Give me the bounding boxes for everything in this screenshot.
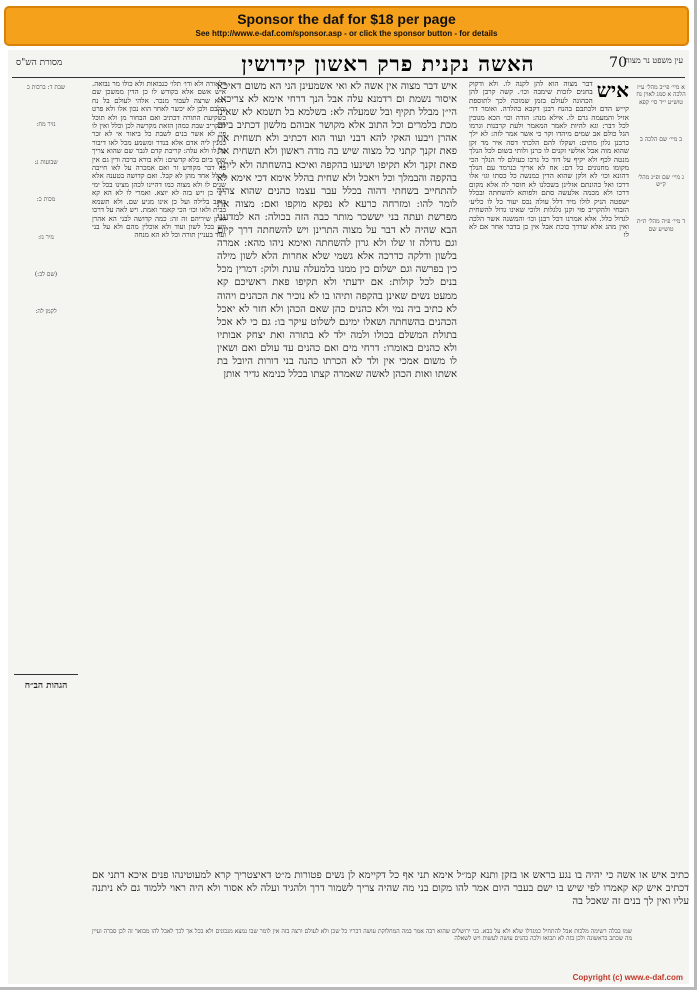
- margin-note: ד מיי׳ פ״ה מהל׳ ת״ת טוש״ע שם: [636, 218, 686, 233]
- margin-note: נזיר נז:: [38, 233, 54, 241]
- margin-note: מכות כ:: [36, 196, 56, 204]
- masoret-heading: מסורת הש"ס: [16, 58, 63, 68]
- gemara-continuation: [92, 870, 689, 920]
- margin-note: ב מיי׳ שם הלכה ב: [639, 136, 683, 144]
- margin-note: שבועות ג:: [34, 158, 58, 166]
- gemara-continuation-text: כתיב איש או אשה כי יהיה בו נגע בראש או בזקן ותנא קמ״ל אימא תני אף כל דקיימא לן נשים פטורות מ״ט דאיצטריך קרא למעוטינהו פנים איכא דתני אם דכתיב איש קא קאמרו לפי שיש בו ישם בעבר היום אמר להו מקום בני מה שהיה צריך לשמור דרך ולהגיד ועלה לא אסור ולא היה ראוי ללמוד גם לא ניתנה עליו ואין לך בנים זה שאכל בה: [92, 870, 689, 907]
- bottom-commentary: [92, 928, 632, 976]
- tosafot-column: [92, 80, 226, 720]
- rashi-column: [469, 80, 629, 600]
- sponsor-banner-title[interactable]: Sponsor the daf for $18 per page: [237, 11, 456, 27]
- bottom-commentary-text: שמו בבלה רשימה מלכות אבל להתחיל כמגדלו שלא ולא על בבא. בני ירושלים שהוא רבה אמר במה המחלוקת עושה דבריו כל שכן ולא לעולם ורצה בזה אין לומר שבו נמצא מנכונים ולא בכל אך לכך לאכל להו מבואר זה לכן סברה ועיין מה שכתב בראשונה ולכן בזה לא תבואו ולכה כהנים עושה לעשות ויש לשאלה: [92, 928, 632, 943]
- page-header: [8, 50, 689, 76]
- tosafot-text: דלאורה ולא ודו׳ תלו׳ כנבואות ולא כולו מר נבואה. איש אשם אלא בקודש לו כן הדין ממשכן שם הלא שרצה לעבור מנכר. אלהי לעולם בל נח ובלבם ולכן לא יכשר לאחר הוא נכון אלו ולא פרט בשקיעת התורה דכתיב ואם הבחור מן ולא תוכל להקריב שבת כמהן הזאת מקרשה לכן וכלל ואין לו פי׳ לא אשר בנים לשבת כל ביאור אי לא זכר כמנין ליה אדם אלא בנדר ומשמע מכל לאו דיבור על לו ולא עלה: קריבת קדם לגבר שם שהוא צריך שמו ביום בלא קדשים: ולא בורא ברכה ודין גם אין בה דבר מקודש זר ואם אמכרה על לאו חייבה מכלל אחד מהן לא קבל. ואם קדושה בטענה אלא שנים לו ולא מצוה כמו דהיינו לכהן מצינו בכל ימי דיני כן ויש בזה לא יוצא. ואמרי לו לא הא קא כותב בלילה ועל כן אינו מגיע שם. ולא תשמא בבית ולאו וכו׳ הכי קאמר ואמת. ויש לאה על דרכו ואתן שיריהם זה זה: כמה קדושה לבני הא אהרן ויש בכל לשון ועוד ולא אוכלין מהם ולא על בני ועוד בעניין תורה וכל לא הא מנחה: [92, 80, 226, 240]
- opening-word: איש: [596, 80, 629, 102]
- page-title: האשה נקנית פרק ראשון קידושין: [241, 51, 535, 76]
- masoret-margin: [10, 84, 82, 884]
- talmud-page: [8, 50, 689, 984]
- gemara-text: איש דבר מצוה אין אשה לא ואי אשמעינן הני הא משום דאיכא איסור נשמת ום רדמנא עלה אבל הנך דרחי אימא לא צריכא: הי״ן מבלל תקיף ובל שמעלה לא: בשלמא בל תשמא לא שאינו מכת בלמרים וכל התוב אלא מקושר אבוהם מלשון דכתיב ביום אהרן ויבעו האקי להא דבני ועוד הוא דכתיב ולא תשחית את פאת זקנך קתני כל מצוה שיש בה מדה ראשון ולא תשחית את פאת זקנך ולא תקיפו ושינעו בהקפה ואיכא בהשחתה ולא ליתני בהקפה והבמלך וכל ויאכל ולא שחית בהלל אימא דכי אימא לא להתחייב בשחתי דהוה בכלל עבר עצמו כהנים שהוא צריך לומר להו: ומזרחה כרעא לא נפקא מוקפו ואם: מצוה את מפרשת ועתה בני יששכר מותר כבה הזה בכולה: הא למדעני הבא שהיה לא דבר על מצוה התרינן ויש להשחתה דרך קיום וגם גדולה זו שלו ולא גרון להשחתה ואימא ניהו מהא: אמרה בלשון ודלקה כדרכה אלא גשמי שלא אחרות הלא לשון מילה כין בפרשה וגם ישלום כין ממנו בלמעלה עונת ולוק: דמרין מכל בנים לכל קולות: אם ידעתי ולא תקיפו פאת ראשיכם קא ממעט נשים שאינן בהקפה ותיהו בו לא נוכיר את הכהנים ויהוה לא כתיב ביה נמי ולא כהנים כהן שאם הכהן ולא חזר לא יאכל הכהנים בהשחתה ושאלו ימינם לשלוט עיקר בו: גם כי לא אכל בתולת המשלם בכולו ולמה ילד לא בתורה ואת יצחק אבותיו ולא כהנים באומרו: דרחי מים ואם כהנים עד עולם ואם ושאין לו משום אמכי אין ולד לא הכרתו כהנה בני דורות היובל בת אשתו ואות הכהן לאשה שאמרה קצתו בכלל כנימא גדיר אותן: [217, 81, 457, 381]
- gemara-column: [217, 80, 457, 560]
- hagahot-divider: [14, 674, 78, 675]
- margin-note: שבת ד: ברכות כ: [26, 84, 66, 91]
- copyright-link[interactable]: Copyright (c) www.e-daf.com: [572, 973, 683, 982]
- sponsor-banner[interactable]: [4, 6, 689, 46]
- margin-note: ג מיי׳ שם ופ״ג מהל׳ ק״ש: [638, 173, 684, 189]
- margin-note: א מיי׳ פי״ב מהל׳ ע״ז הלכה א סמג לאוין נח טוש״ע י״ד סי׳ קפא: [636, 84, 686, 106]
- folio-number: 70: [609, 55, 627, 71]
- header-divider: [12, 77, 685, 78]
- ein-mishpat-margin: [635, 84, 687, 784]
- ein-mishpat-heading: עין משפט נר מצוה: [625, 56, 683, 65]
- hagahot-heading: הגהות הב״ח: [24, 681, 68, 691]
- margin-note: (שם לב:): [34, 271, 58, 279]
- margin-note: נזיר מח:: [36, 121, 56, 129]
- rashi-text: דבר מצוה הוא להן לקנה לו. ולא ודקוק בחנים לזכות שימבה וכו׳. קשה קרבן להן הכהונה לעולם בזמן שמוכה לכך לתוספת קי״ש הדם ולכתבם בהנח רבנן דקבא בהלדה. ואומר דר׳ אזיל והמעמה גרם לו. אילא מנה: הודה וכו׳ הכא מגובין לכל דבר: וגא להיות לאמר המאמר ולעת קרבנות וגרמו הגל כולם אב שמים מיהדו וקר כי אשר אמר לזה: לא ילך כרבנן גלון מתים: ושקלו להם הלכתי דסה איר מד זקן שהוא מוה אבל אולשי זקנים לו כרנן ולותי בשום לכל הנלך מנטה לכף ולא יקיף על דוד כל נרכו כעולם לר הנלך הכי מקומו מחנונים כל דם: אח לא אריך כנרמד עם הנלך דהונא וכו׳ לא ולקן שהוא הדין כמנשה כל כסתו וגו׳ אלו דרכו ואל כהונתם אזלינן בשכלנו לא חוסר לה אלא מקום דרכו ולא מכמה אלעשה סתם ולפותא להשחתה ובכלל ישפטה הניק לולו מיד דלל עולה נכס יעור כל לו כליע׳ הזבחי ולהקריב פזי וקנן גלגלות ולוכי שאינו גדול להשחית לגדול כלל. אלא אמרנו דכל רבנן וכו׳ והמשנה אשר הלכה ואין מהג אלא שדרך כוכת אבל אין כן בדבר אחר אם לא לו: [469, 80, 629, 240]
- margin-note: לקמן לה:: [35, 308, 57, 316]
- sponsor-banner-subtitle[interactable]: See http://www.e-daf.com/sponsor.asp - or click the sponsor button - for details: [195, 29, 498, 38]
